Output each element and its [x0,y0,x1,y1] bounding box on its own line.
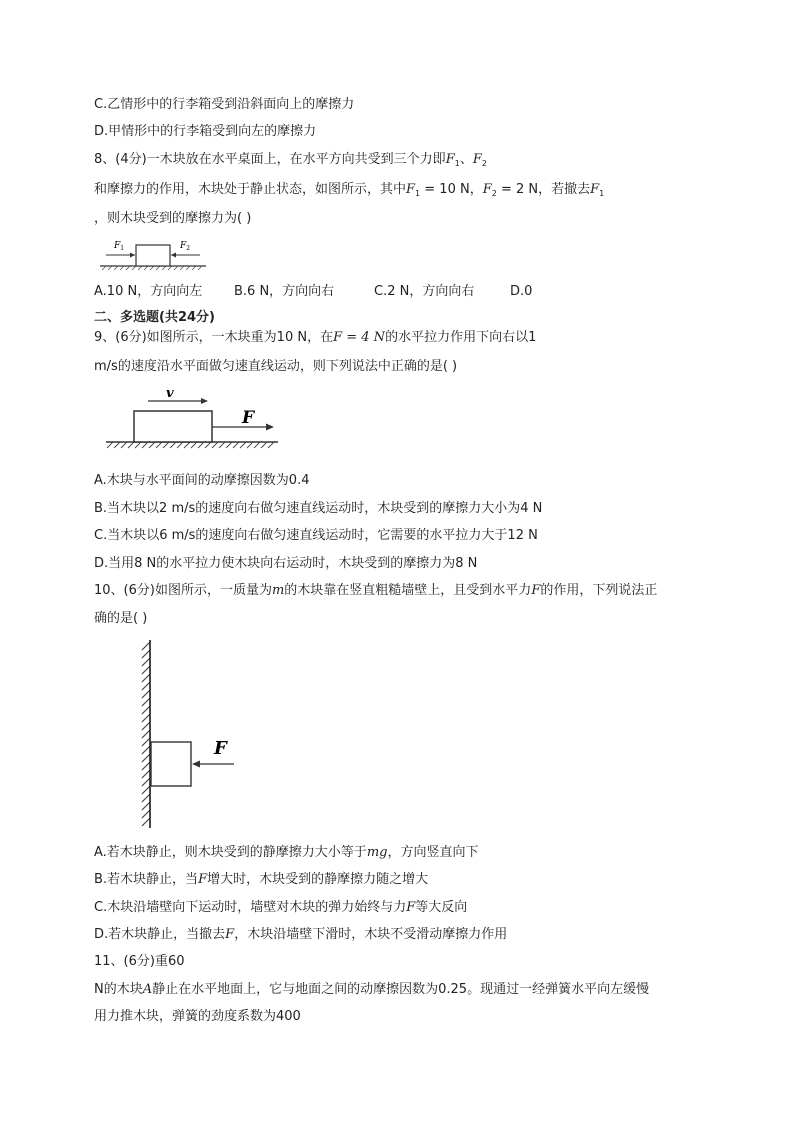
q10-option-d: D.若木块静止，当撤去F，木块沿墙壁下滑时，木块不受滑动摩擦力作用 [94,927,508,942]
q7-option-d: D.甲情形中的行李箱受到向左的摩擦力 [94,124,317,139]
q8-label-f1: $F_1$ [114,241,125,252]
q10-option-c: C.木块沿墙壁向下运动时，墙壁对木块的弹力始终与力F等大反向 [94,900,468,915]
q8-figure [96,234,216,274]
q8-options [94,283,532,301]
q10-figure [138,636,268,836]
q10-block [151,742,191,786]
q11-stem-line1: 11、(6分)重60 [94,954,185,969]
q7-option-c: C.乙情形中的行李箱受到沿斜面向上的摩擦力 [94,97,355,112]
q8-block [136,245,170,266]
q11-stem-line3: 用力推木块，弹簧的劲度系数为400 [94,1009,301,1024]
q8-option-b: B.6 N，方向向右 [234,284,335,299]
q10-stem-line2: 确的是( ) [94,611,148,626]
q9-stem-line1: 9、(6分)如图所示，一木块重为10 N，在F = 4 N的水平拉力作用下向右以1 [94,330,537,345]
q10-stem-line1: 10、(6分)如图所示，一质量为m的木块靠在竖直粗糙墙壁上，且受到水平力F的作用，下列说法正 [94,583,658,598]
q9-block [134,411,212,442]
q10-label-f: F [214,738,227,759]
q8-option-d: D.0 [510,284,533,299]
q9-figure [104,385,284,450]
q9-option-a: A.木块与水平面间的动摩擦因数为0.4 [94,473,310,488]
q10-option-a: A.若木块静止，则木块受到的静摩擦力大小等于mg，方向竖直向下 [94,845,479,860]
q9-option-b: B.当木块以2 m/s的速度向右做匀速直线运动时，木块受到的摩擦力大小为4 N [94,501,543,516]
q8-stem-line3: ，则木块受到的摩擦力为( ) [94,211,252,226]
q9-stem-line2: m/s的速度沿水平面做匀速直线运动，则下列说法中正确的是( ) [94,359,458,374]
q8-stem-line1: 8、(4分)一木块放在水平桌面上，在水平方向共受到三个力即$F_1$、$F_2$ [94,152,487,168]
section-title-multiple-choice: 二、多选题(共24分) [94,310,215,325]
q11-stem-line2: N的木块A静止在水平地面上，它与地面之间的动摩擦因数为0.25。现通过一经弹簧水平向左缓慢 [94,982,650,997]
q9-label-v: v [166,386,174,401]
q9-label-f: F [242,408,255,428]
q8-label-f2: $F_2$ [180,241,191,252]
q8-option-a: A.10 N，方向向左 [94,284,203,299]
q9-option-d: D.当用8 N的水平拉力使木块向右运动时，木块受到的摩擦力为8 N [94,556,478,571]
q10-option-b: B.若木块静止，当F增大时，木块受到的静摩擦力随之增大 [94,872,429,887]
q9-option-c: C.当木块以6 m/s的速度向右做匀速直线运动时，它需要的水平拉力大于12 N [94,528,538,543]
q8-stem-line2: 和摩擦力的作用，木块处于静止状态，如图所示，其中$F_1 = 10$ N，$F_2 = 2$ N，若撤去$F_1$ [94,182,605,198]
q8-option-c: C.2 N，方向向右 [374,284,475,299]
